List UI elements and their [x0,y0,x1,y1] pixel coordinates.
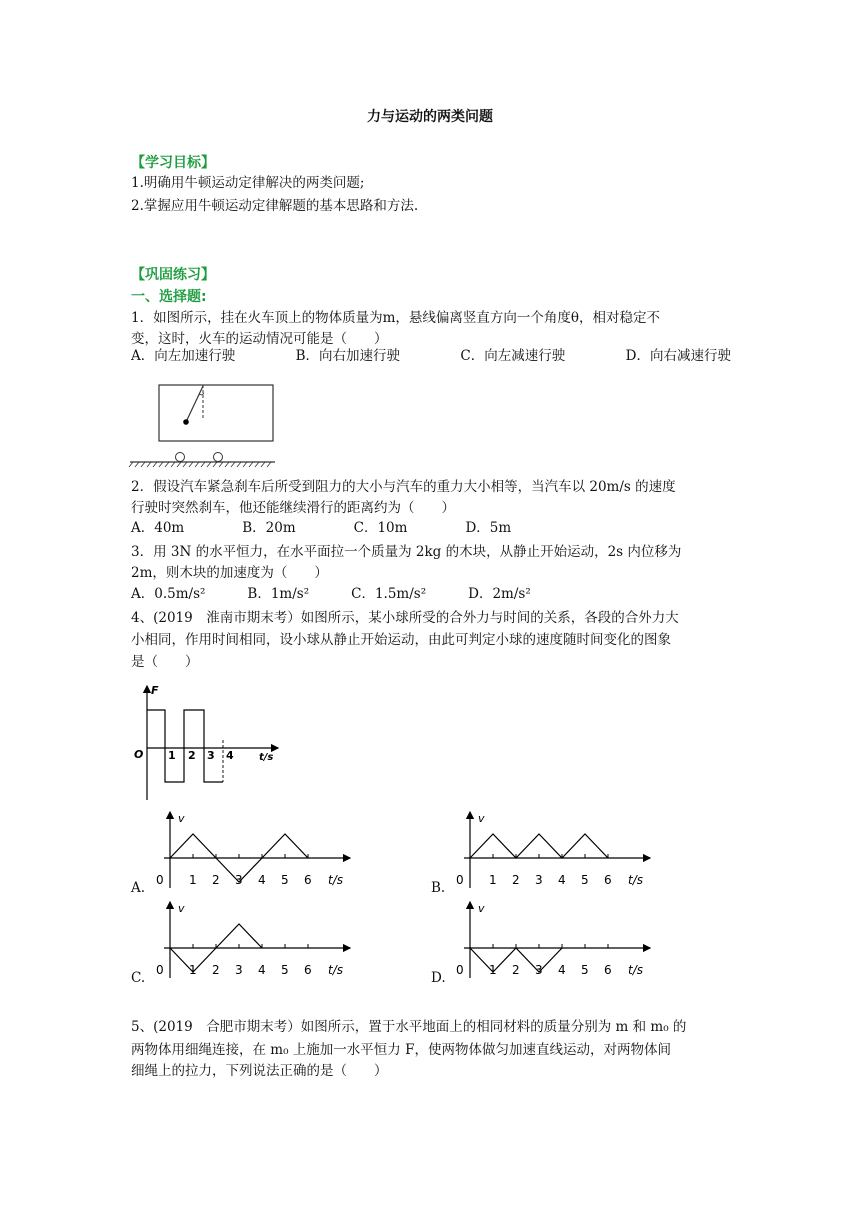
ground-hatch-mark [189,462,193,467]
q3-text-line-2: 2m，则木块的加速度为（ ） [131,565,328,581]
q5-text-line-1: 5、(2019 合肥市期末考）如图所示，置于水平地面上的相同材料的质量分别为 m 和 m₀ 的 [131,1019,687,1035]
ground-hatch-mark [147,462,151,467]
v-axis-label: v [178,812,185,825]
tick-label: 6 [604,963,612,977]
q4-text-line-1: 4、(2019 淮南市期末考）如图所示，某小球所受的合外力与时间的关系，各段的合外力大 [131,610,679,626]
tick-label: 2 [512,873,520,887]
q2-option-c: C．10m [353,520,408,536]
tick-label: 0 [156,963,164,977]
ground-hatch-mark [195,462,199,467]
force-axis-label: F [151,684,159,697]
tick-label: 6 [604,873,612,887]
ground-hatch-mark [177,462,181,467]
origin-label: O [134,748,144,761]
tick-label: 0 [456,873,464,887]
velocity-graph-b [450,808,660,892]
velocity-graph-a [150,808,360,892]
ground-hatch-mark [225,462,229,467]
force-tick-1: 1 [168,749,176,762]
time-axis-label: t/s [259,752,274,763]
ground-hatch-mark [183,462,187,467]
tick-label: 5 [581,873,589,887]
ground-hatch-mark [261,462,265,467]
tick-label: 6 [304,873,312,887]
tick-label: 5 [581,963,589,977]
hanging-ball [183,419,189,425]
wheel-right [214,453,223,462]
tick-label: 3 [235,963,243,977]
ground-hatch-mark [237,462,241,467]
v-axis-label: v [478,902,485,915]
ground-hatch-mark [141,462,145,467]
tick-label: 0 [156,873,164,887]
tick-label: 1 [189,963,197,977]
tick-label: 4 [258,873,266,887]
v-axis-label: v [478,812,485,825]
practice-heading: 【巩固练习】 [131,267,215,283]
ground-hatch-mark [129,462,133,467]
q4-option-d-label: D. [431,970,446,986]
force-waveform [147,710,223,782]
q1-option-b: B．向右加速行驶 [295,348,401,364]
ground-hatch-mark [171,462,175,467]
ground-hatch-mark [231,462,235,467]
t-axis-label: t/s [628,873,643,887]
tick-label: 4 [558,963,566,977]
ground-hatch-mark [267,462,271,467]
force-tick-4: 4 [226,749,234,762]
tick-label: 2 [212,963,220,977]
tick-label: 5 [281,873,289,887]
wheel-left [176,453,185,462]
ground-hatch-mark [213,462,217,467]
tick-label: 2 [212,873,220,887]
q3-option-b: B．1m/s² [247,586,310,602]
q1-text-line-1: 1．如图所示，挂在火车顶上的物体质量为m，悬线偏离竖直方向一个角度θ，相对稳定不 [131,310,661,326]
ground-hatch-mark [207,462,211,467]
objective-item-1: 1.明确用牛顿运动定律解决的两类问题; [131,175,365,191]
q1-options [131,346,731,366]
q4-option-c-label: C. [131,970,146,986]
q1-option-d: D．向右减速行驶 [625,348,731,364]
ground-hatch-mark [201,462,205,467]
velocity-graph-c [150,898,360,982]
q5-text-line-2: 两物体用细绳连接，在 m₀ 上施加一水平恒力 F，使两物体做匀加速直线运动，对两物体间 [131,1042,671,1058]
force-time-graph [128,680,288,804]
t-axis-label: t/s [328,963,343,977]
q4-option-a-label: A. [131,880,146,896]
tick-label: 4 [258,963,266,977]
tick-label: 5 [281,963,289,977]
tick-label: 6 [304,963,312,977]
ground-hatch-mark [249,462,253,467]
tick-label: 1 [489,963,497,977]
tick-label: 1 [489,873,497,887]
q4-text-line-2: 小相同，作用时间相同，设小球从静止开始运动，由此可判定小球的速度随时间变化的图象 [131,632,671,648]
ground-hatch-mark [219,462,223,467]
tick-label: 2 [512,963,520,977]
objective-item-2: 2.掌握应用牛顿运动定律解题的基本思路和方法. [131,198,419,214]
tick-label: 3 [535,963,543,977]
suspension-string [186,386,203,422]
q3-option-c: C．1.5m/s² [351,586,427,602]
ground-hatch-mark [255,462,259,467]
q3-options [131,584,731,604]
tick-label: 3 [535,873,543,887]
q2-option-d: D．5m [465,520,512,536]
choice-section-heading: 一、选择题: [131,289,207,305]
tick-label: 1 [189,873,197,887]
q1-option-c: C．向左减速行驶 [460,348,566,364]
q2-option-b: B．20m [242,520,296,536]
t-axis-label: t/s [328,873,343,887]
objectives-heading: 【学习目标】 [131,155,215,171]
tick-label: 0 [456,963,464,977]
ground-hatch-mark [135,462,139,467]
ground-hatch-mark [243,462,247,467]
ground-hatch-mark [153,462,157,467]
q2-options [131,518,731,538]
q2-option-a: A．40m [131,520,185,536]
q4-text-line-3: 是（ ） [131,654,199,670]
page-title: 力与运动的两类问题 [367,109,493,125]
v-axis-label: v [178,902,185,915]
force-tick-2: 2 [188,749,196,762]
velocity-graph-d [450,898,660,982]
force-tick-3: 3 [207,749,215,762]
ground-hatch-mark [165,462,169,467]
q2-text-line-1: 2．假设汽车紧急刹车后所受到阻力的大小与汽车的重力大小相等，当汽车以 20m/s 的速度 [131,479,676,495]
tick-label: 4 [558,873,566,887]
tick-label: 3 [235,873,243,887]
q4-option-b-label: B. [431,880,446,896]
q1-text-line-2: 变，这时，火车的运动情况可能是（ ） [131,331,388,347]
ground-hatch-mark [159,462,163,467]
t-axis-label: t/s [628,963,643,977]
q1-option-a: A．向左加速行驶 [131,348,236,364]
q3-text-line-1: 3．用 3N 的水平恒力，在水平面拉一个质量为 2kg 的木块，从静止开始运动，2s 内位移为 [131,544,682,560]
q3-option-d: D．2m/s² [468,586,531,602]
q3-option-a: A．0.5m/s² [131,586,206,602]
q2-text-line-2: 行驶时突然刹车，他还能继续滑行的距离约为（ ） [131,500,455,516]
q5-text-line-3: 细绳上的拉力，下列说法正确的是（ ） [131,1063,388,1079]
train-figure [125,380,285,470]
